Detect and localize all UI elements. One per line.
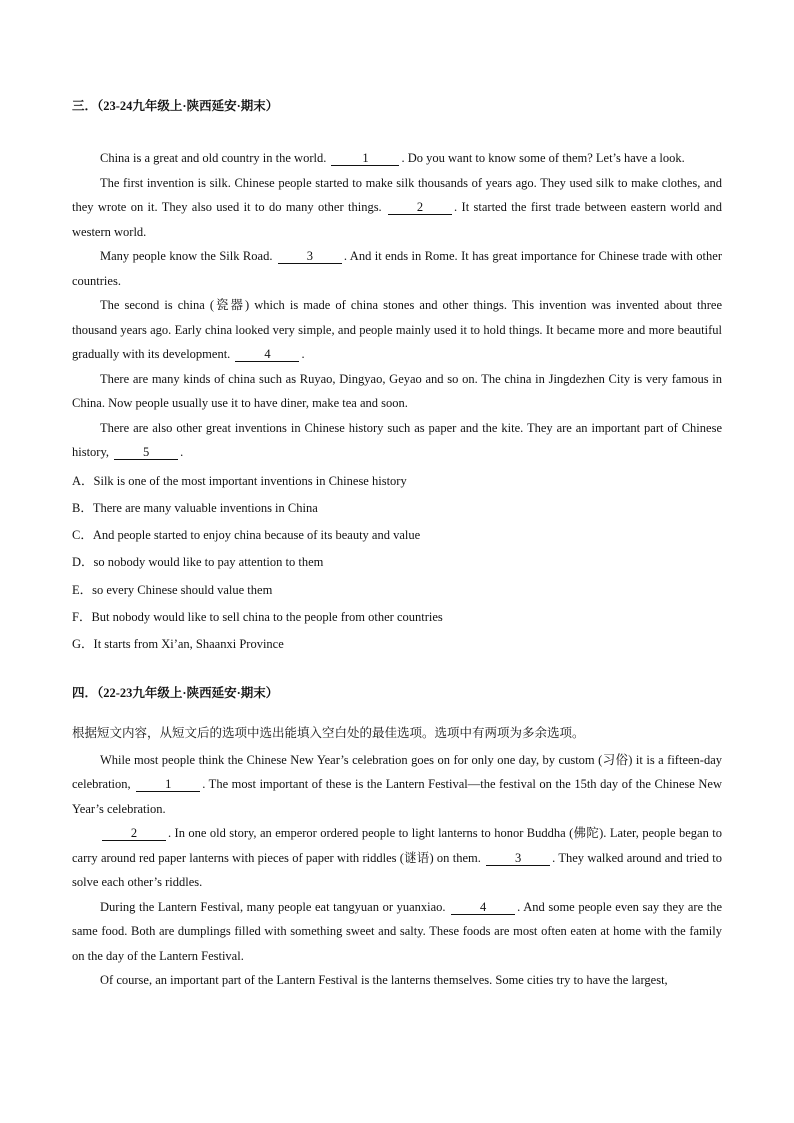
options-list [72,468,722,659]
option-e[interactable]: E．so every Chinese should value them [72,582,273,597]
option-c[interactable]: C．And people started to enjoy china because of its beauty and value [72,528,421,543]
paragraph-text: . And some people even say they are the same food. Both are dumplings filled with something sweet and salty. These foods are most often eaten at home with the family on the day of the Lantern Festival. [72,899,723,963]
answer-blank[interactable]: 4 [235,347,299,362]
passage-paragraph [72,146,722,171]
option-a[interactable]: A．Silk is one of the most important inventions in Chinese history [72,473,407,488]
paragraph-text: Many people know the Silk Road. [100,249,276,263]
option-f[interactable]: F．But nobody would like to sell china to the people from other countries [72,609,443,624]
answer-blank[interactable]: 1 [136,777,200,792]
passage-paragraph [72,821,722,895]
passage-paragraph [72,895,722,969]
section-three-title [72,96,722,116]
passage-paragraph [72,367,722,416]
paragraph-text: . They walked around and tried to solve each other’s riddles. [72,850,722,890]
paragraph-text: The second is china (瓷器) which is made of china stones and other things. This invention was invented about three thousand years ago. Early china looked very simple, and people mainly used it to hold things. It became more and more beautiful gradually with its development. [72,298,722,361]
answer-blank[interactable]: 4 [451,900,515,915]
section-three [72,96,722,659]
instruction-text: 根据短文内容，从短文后的选项中选出能填入空白处的最佳选项。选项中有两项为多余选项。 [72,724,585,740]
section-source: （22-23九年级上·陕西延安·期末） [97,685,279,700]
section-number: 三． [72,99,98,113]
passage-paragraph [72,748,722,822]
option-g[interactable]: G．It starts from Xi’an, Shaanxi Province [72,637,284,652]
option-d[interactable]: D．so nobody would like to pay attention to them [72,555,324,570]
paragraph-text: While most people think the Chinese New Year’s celebration goes on for only one day, by custom (习俗) it is a fifteen-day celebration, [72,752,722,792]
page-content [72,96,722,993]
section-source: （23-24九年级上·陕西延安·期末） [97,99,279,113]
passage-paragraph [72,968,722,993]
passage-paragraph [72,416,722,465]
paragraph-text: . The most important of these is the Lantern Festival—the festival on the 15th day of the Chinese New Year’s celebration. [72,777,722,816]
answer-blank[interactable]: 5 [114,445,178,460]
section-number: 四． [72,685,98,700]
answer-blank[interactable]: 1 [331,151,399,166]
section-four [72,683,722,993]
paragraph-text: China is a great and old country in the world. [100,151,330,165]
paragraph-text: . Do you want to know some of them? Let’s have a look. [401,151,685,165]
answer-blank[interactable]: 3 [278,249,342,264]
passage-paragraph [72,293,722,367]
paragraph-text: . In one old story, an emperor ordered people to light lanterns to honor Buddha (佛陀). Later, people began to carry around red paper lanterns with pieces of paper with riddles (谜语) on them. [72,826,722,865]
answer-blank[interactable]: 3 [486,851,550,866]
option-b[interactable]: B．There are many valuable inventions in China [72,500,318,515]
paragraph-text: The first invention is silk. Chinese people started to make silk thousands of years ago. They used silk to make clothes, and they wrote on it. They also used it to do many other things. [72,175,722,214]
answer-blank[interactable]: 2 [102,826,166,841]
paragraph-text: There are many kinds of china such as Ruyao, Dingyao, Geyao and so on. The china in Jingdezhen City is very famous in China. Now people usually use it to have diner, make tea and soon. [72,371,722,410]
paragraph-text: During the Lantern Festival, many people eat tangyuan or yuanxiao. [100,899,450,914]
passage-paragraph [72,244,722,293]
answer-blank[interactable]: 2 [388,200,452,215]
paragraph-text: . And it ends in Rome. It has great importance for Chinese trade with other countries. [72,249,722,288]
paragraph-text: Of course, an important part of the Lantern Festival is the lanterns themselves. Some cities try to have the largest, [100,973,668,988]
section-four-title [72,683,722,703]
paragraph-text: . [301,347,305,361]
passage-paragraph [72,171,722,245]
paragraph-text: . [180,445,184,459]
paragraph-text: . It started the first trade between eastern world and western world. [72,200,722,239]
paragraph-text: There are also other great inventions in Chinese history such as paper and the kite. They are an important part of Chinese history, [72,420,722,459]
